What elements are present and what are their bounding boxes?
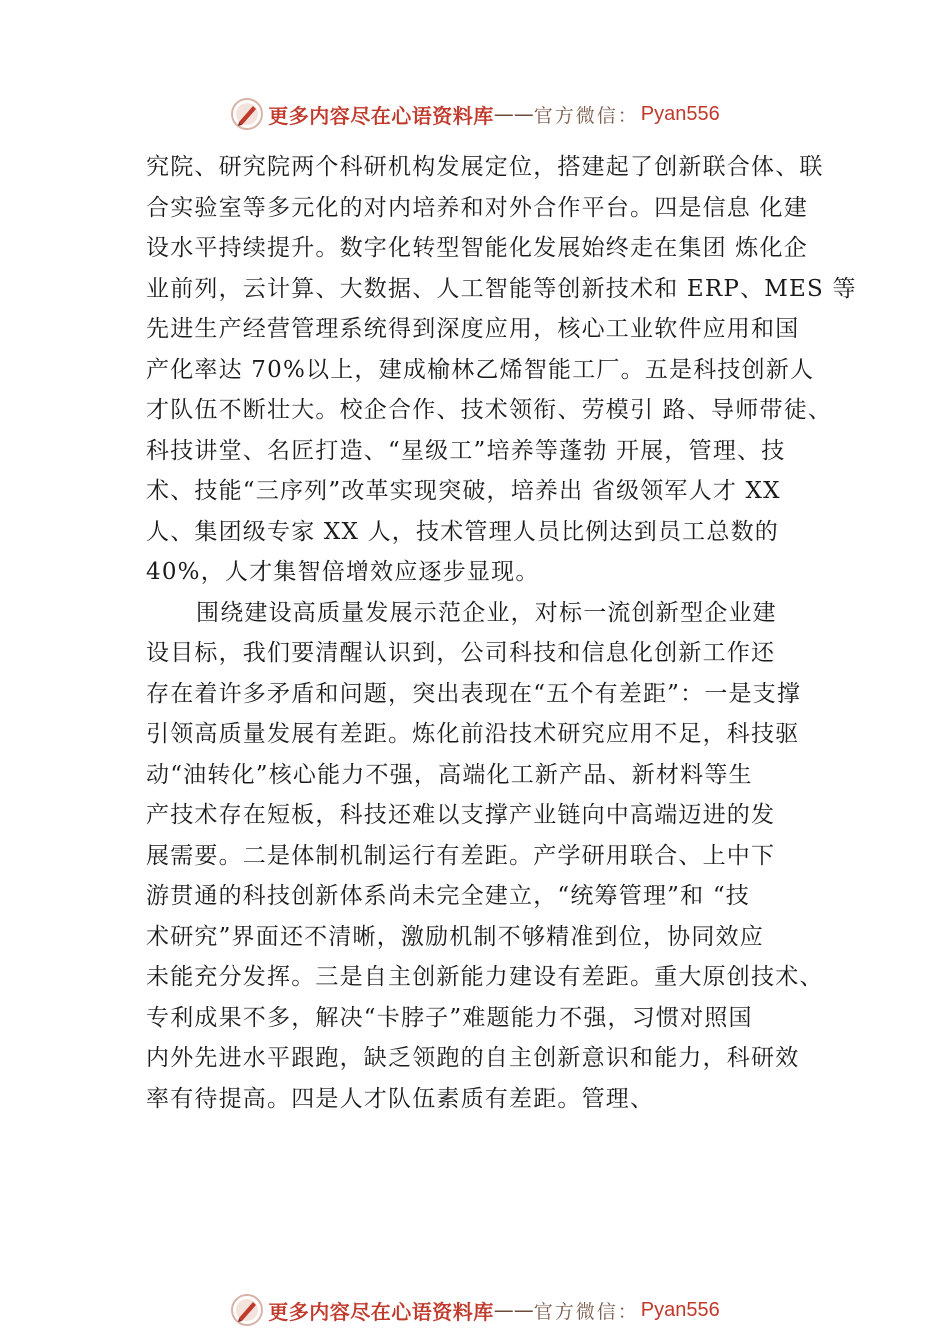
footer-dash: —— [493, 1298, 534, 1322]
footer-wechat-label: 官方微信： [533, 1300, 639, 1323]
text-line: 引领高质量发展有差距。炼化前沿技术研究应用不足，科技驱 [146, 721, 800, 747]
text-line: 未能充分发挥。三是自主创新能力建设有差距。重大原创技术、 [146, 964, 824, 990]
text-line: 合实验室等多元化的对内培养和对外合作平台。四是信息 化建 [146, 194, 808, 221]
header-brand-text: 更多内容尽在心语资料库 [268, 103, 494, 128]
footer-brand-text: 更多内容尽在心语资料库 [268, 1299, 494, 1324]
text-line: 术、技能“三序列”改革实现突破，培养出 省级领军人才 XX [146, 478, 781, 504]
text-line: 专利成果不多，解决“卡脖子”难题能力不强，习惯对照国 [146, 1004, 753, 1031]
document-body [146, 147, 857, 1119]
text-line: 设目标，我们要清醒认识到，公司科技和信息化创新工作还 [146, 640, 776, 666]
text-line: 设水平持续提升。数字化转型智能化发展始终走在集团 炼化企 [146, 235, 808, 261]
text-line: 产技术存在短板，科技还难以支撑产业链向中高端迈进的发 [146, 802, 776, 828]
text-line: 存在着许多矛盾和问题，突出表现在“五个有差距”：一是支撑 [146, 680, 802, 707]
text-line: 率有待提高。四是人才队伍素质有差距。管理、 [146, 1085, 655, 1112]
text-line: 人、集团级专家 XX 人，技术管理人员比例达到员工总数的 [146, 518, 779, 545]
header-dash: —— [493, 102, 534, 126]
text-line: 先进生产经营管理系统得到深度应用，核心工业软件应用和国 [146, 316, 800, 342]
page-header-banner [0, 94, 950, 134]
page-footer-banner [0, 1290, 950, 1330]
text-line: 动“油转化”核心能力不强，高端化工新产品、新材料等生 [146, 761, 753, 788]
text-line: 游贯通的科技创新体系尚未完全建立，“统筹管理”和 “技 [146, 883, 750, 909]
text-line: 术研究”界面还不清晰，激励机制不够精准到位，协同效应 [146, 923, 764, 950]
header-wechat-id: Pyan556 [640, 102, 720, 125]
header-wechat-label: 官方微信： [533, 104, 639, 127]
text-line: 才队伍不断壮大。校企合作、技术领衔、劳模引 路、导师带徒、 [146, 397, 833, 423]
text-line: 科技讲堂、名匠打造、“星级工”培养等蓬勃 开展，管理、技 [146, 437, 786, 464]
footer-wechat-id: Pyan556 [640, 1298, 720, 1321]
text-line: 内外先进水平跟跑，缺乏领跑的自主创新意识和能力，科研效 [146, 1045, 800, 1071]
pen-logo-icon [230, 97, 264, 131]
text-line: 产化率达 70%以上，建成榆林乙烯智能工厂。五是科技创新人 [146, 356, 815, 383]
text-line: 40%，人才集智倍增效应逐步显现。 [146, 559, 540, 585]
pen-logo-icon [230, 1293, 264, 1327]
paragraph-start-line: 围绕建设高质量发展示范企业，对标一流创新型企业建 [196, 599, 777, 626]
text-line: 究院、研究院两个科研机构发展定位，搭建起了创新联合体、联 [146, 154, 824, 180]
text-line: 展需要。二是体制机制运行有差距。产学研用联合、上中下 [146, 842, 776, 869]
text-line: 业前列，云计算、大数据、人工智能等创新技术和 ERP、MES 等 [146, 275, 857, 302]
